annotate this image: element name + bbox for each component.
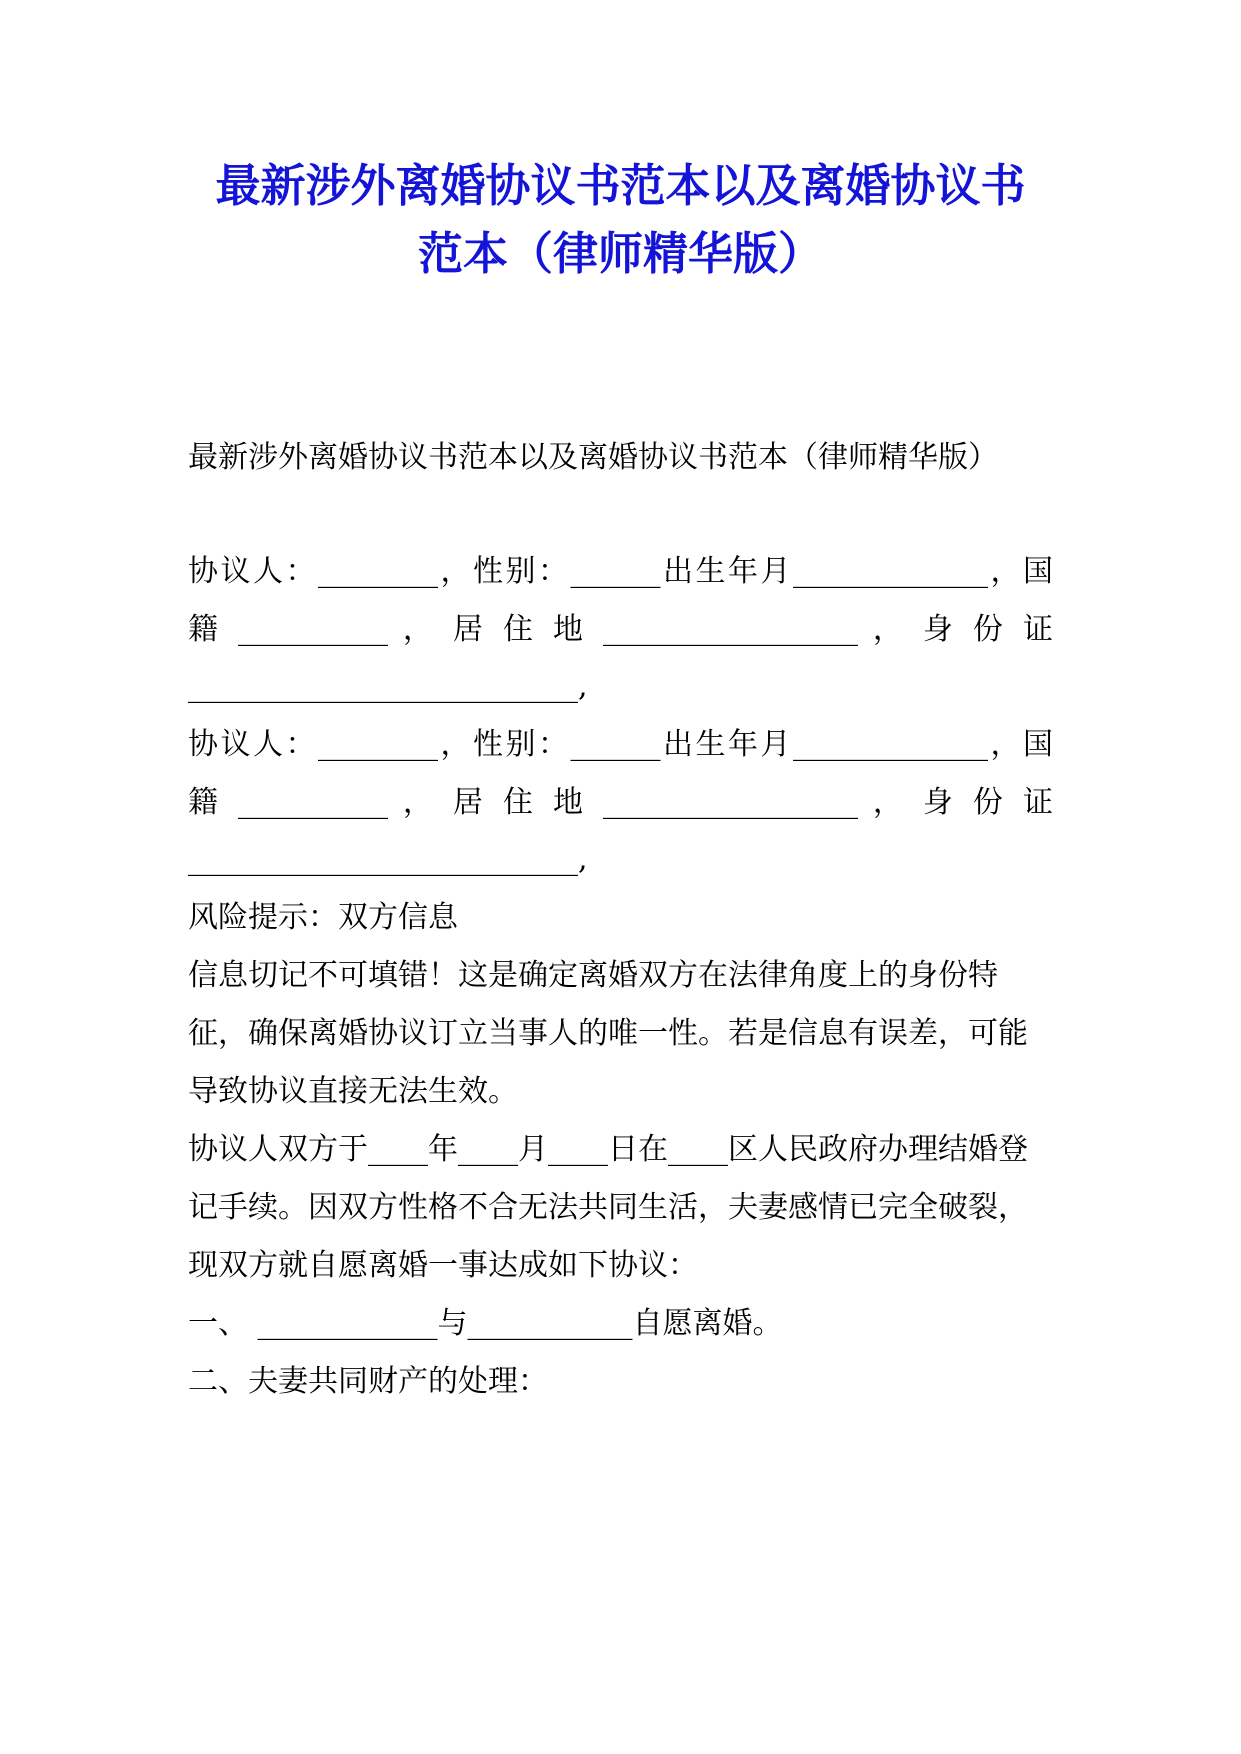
party2-line-2: 籍 __________ ， 居 住 地 _________________ ， 身 份 证: [188, 785, 1053, 820]
intro-line-1: 协议人双方于____年____月____日在____区人民政府办理结婚登: [188, 1132, 1028, 1167]
clause-1: 一、 ____________与___________自愿离婚。: [188, 1306, 783, 1341]
risk-body-line-1: 信息切记不可填错！这是确定离婚双方在法律角度上的身份特: [188, 958, 998, 993]
clause-2: 二、夫妻共同财产的处理：: [188, 1364, 548, 1399]
title-line-1: 最新涉外离婚协议书范本以及离婚协议书: [215, 159, 1026, 212]
risk-title: 风险提示：双方信息: [188, 900, 458, 935]
title-line-2: 范本（律师精华版）: [417, 227, 823, 280]
party1-line-3: __________________________,: [188, 669, 588, 704]
document-title: [150, 152, 1091, 288]
risk-body-line-2: 征，确保离婚协议订立当事人的唯一性。若是信息有误差，可能: [188, 1016, 1028, 1051]
risk-body-line-3: 导致协议直接无法生效。: [188, 1074, 518, 1109]
intro-line-3: 现双方就自愿离婚一事达成如下协议：: [188, 1248, 698, 1283]
subtitle: 最新涉外离婚协议书范本以及离婚协议书范本（律师精华版）: [188, 440, 998, 475]
party1-line-1: 协议人：________，性别：______出生年月_____________，国: [188, 554, 1053, 589]
party1-line-2: 籍 __________ ， 居 住 地 _________________ ， 身 份 证: [188, 612, 1053, 647]
party2-line-1: 协议人：________，性别：______出生年月_____________，国: [188, 727, 1053, 762]
intro-line-2: 记手续。因双方性格不合无法共同生活，夫妻感情已完全破裂，: [188, 1190, 1028, 1225]
party2-line-3: __________________________,: [188, 842, 588, 877]
